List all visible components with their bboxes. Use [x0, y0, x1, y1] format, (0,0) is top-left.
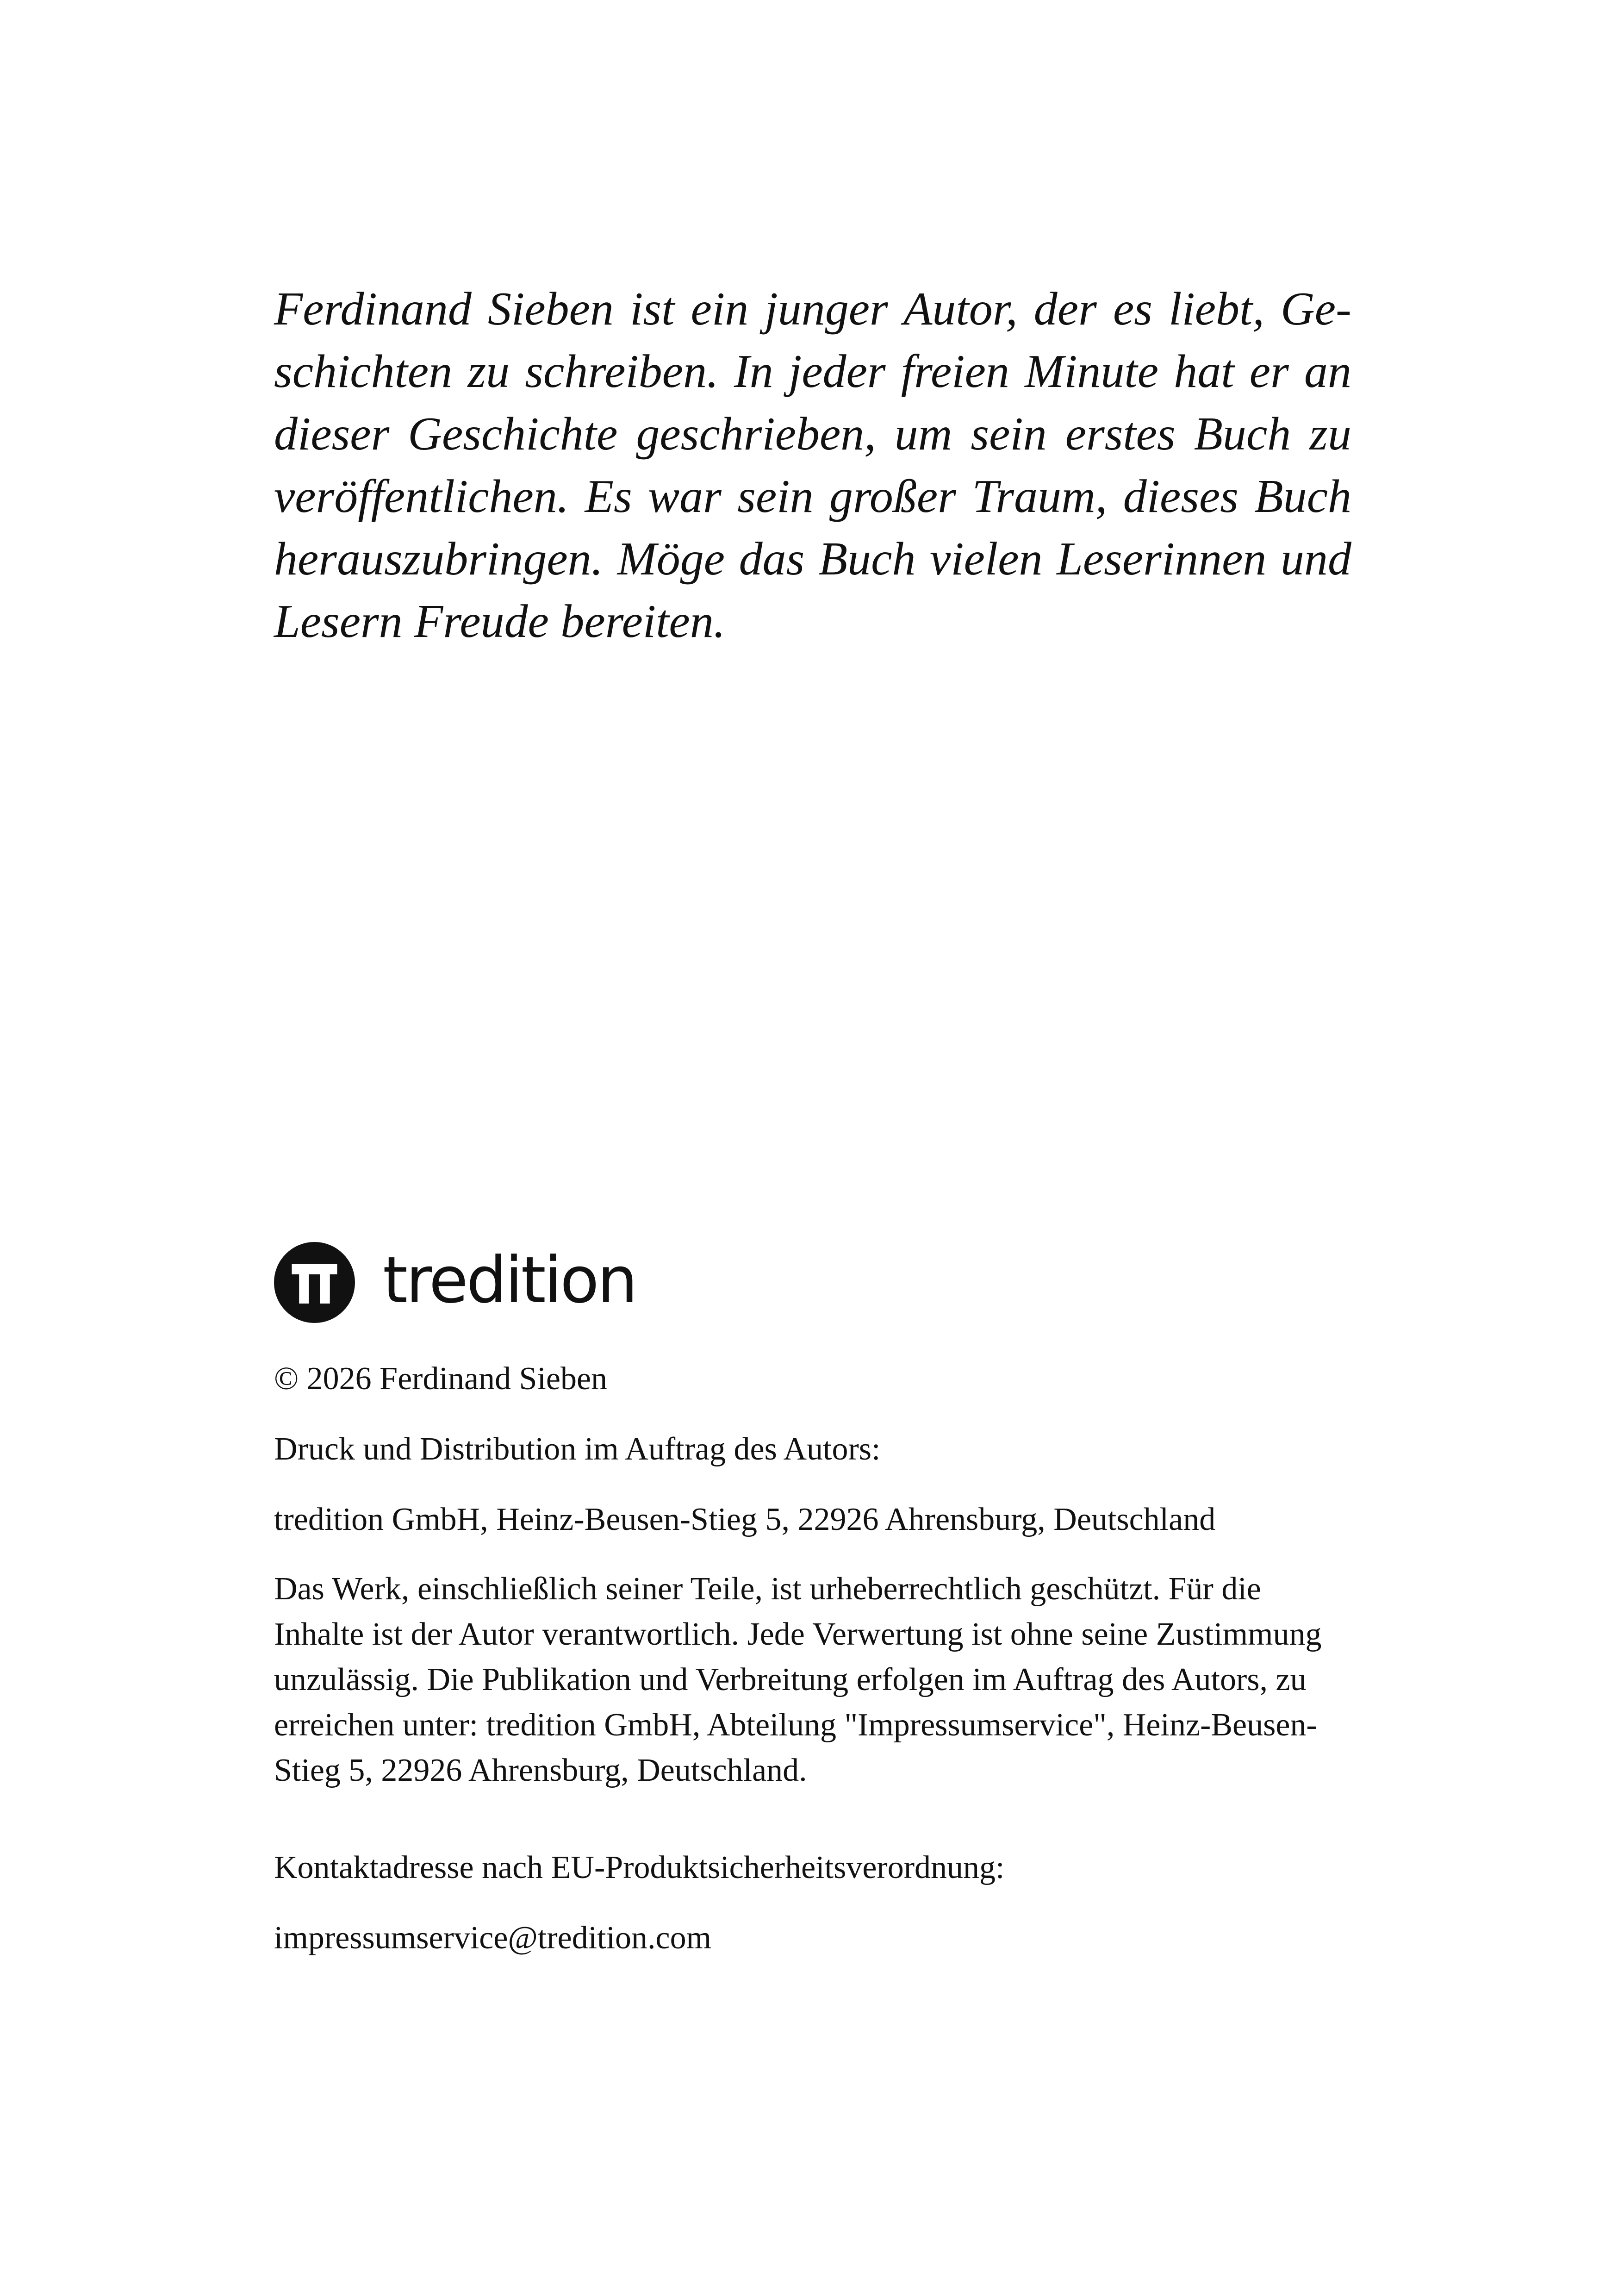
imprint-block: [274, 1356, 1357, 1961]
publisher-address: tredition GmbH, Heinz-Beusen-Stieg 5, 22926 Ahrensburg, Deutschland: [274, 1502, 1216, 1537]
copyright-line: © 2026 Ferdinand Sieben: [274, 1361, 608, 1397]
tredition-logo-icon: [274, 1242, 355, 1323]
publisher-logo: [274, 1241, 636, 1324]
legal-notice: Das Werk, einschließlich seiner Teile, ist urheberrechtlich geschützt. Für die Inhalte ist der Autor verantwortlich. Jede Verwertung ist ohne seine Zustimmung unzulässig. Die Publikation und Verbreitung erfolgen im Auftrag des Autors, zu erreichen unter: tredition GmbH, Abteilung "Impressumservice", Heinz-Beusen-Stieg 5, 22926 Ahrensburg, Deutschland.: [274, 1571, 1322, 1788]
commission-line: Druck und Distribution im Auftrag des Autors:: [274, 1431, 881, 1467]
contact-email: impressumservice@tredition.com: [274, 1920, 712, 1956]
publisher-wordmark: tredition: [383, 1243, 636, 1317]
author-bio: Ferdinand Sieben ist ein junger Autor, der es liebt, Geschichten zu schreiben. In jeder freien Minute hat er an dieser Geschichte geschrieben, um sein erstes Buch zu veröffentlichen. Es war sein großer Traum, dieses Buch herauszubringen. Möge das Buch vielen Leserinnen und Lesern Freude bereiten.: [274, 283, 1351, 648]
contact-label: Kontaktadresse nach EU-Produktsicherheitsverordnung:: [274, 1850, 1005, 1885]
